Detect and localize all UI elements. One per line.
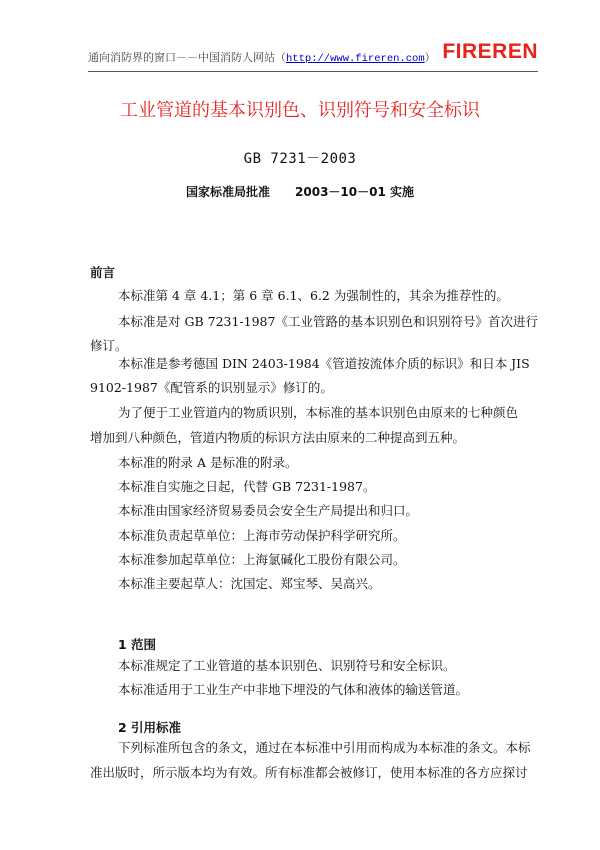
foreword-line: 本标准由国家经济贸易委员会安全生产局提出和归口。 (118, 503, 419, 518)
fireren-logo: FIREREN (442, 40, 538, 63)
header-divider (88, 71, 538, 72)
section1-heading: 1 范围 (118, 637, 157, 652)
foreword-line: 为了便于工业管道内的物质识别，本标准的基本识别色由原来的七种颜色 (118, 405, 519, 420)
header-site-label-end: ） (424, 51, 436, 64)
foreword-line: 本标准主要起草人：沈国定、郑宝琴、吴高兴。 (118, 576, 381, 591)
document-title: 工业管道的基本识别色、识别符号和安全标识 (120, 100, 480, 121)
foreword-line: 9102-1987《配管系的识别显示》修订的。 (90, 380, 333, 395)
header-site-label: 通向消防界的窗口－－中国消防人网站（ (88, 51, 286, 64)
header-site-text (88, 49, 436, 65)
section1-line: 本标准规定了工业管道的基本识别色、识别符号和安全标识。 (118, 658, 456, 673)
section1-line: 本标准适用于工业生产中非地下埋没的气体和液体的输送管道。 (118, 682, 469, 697)
foreword-line: 本标准自实施之日起，代替 GB 7231-1987。 (118, 479, 376, 494)
foreword-line: 修订。 (90, 338, 128, 353)
section2-line: 下列标准所包含的条文，通过在本标准中引用而构成为本标准的条文。本标 (118, 740, 531, 755)
site-url-link[interactable]: http://www.fireren.com (286, 53, 425, 65)
standard-number: GB 7231－2003 (243, 151, 357, 167)
foreword-line: 本标准参加起草单位：上海氯碱化工股份有限公司。 (118, 552, 406, 567)
section2-line: 准出版时，所示版本均为有效。所有标准都会被修订，使用本标准的各方应探讨 (90, 765, 528, 780)
approval-line: 国家标准局批准 2003－10－01 实施 (185, 185, 415, 199)
foreword-line: 本标准是对 GB 7231-1987《工业管路的基本识别色和识别符号》首次进行 (118, 314, 538, 329)
foreword-line: 本标准是参考德国 DIN 2403-1984《管道按流体介质的标识》和日本 JIS (118, 356, 530, 371)
foreword-heading: 前言 (90, 265, 116, 280)
page-header (88, 40, 538, 70)
foreword-line: 本标准第 4 章 4.1；第 6 章 6.1、6.2 为强制性的，其余为推荐性的。 (118, 288, 509, 303)
foreword-line: 增加到八种颜色，管道内物质的标识方法由原来的二种提高到五种。 (90, 430, 466, 445)
foreword-line: 本标准负责起草单位：上海市劳动保护科学研究所。 (118, 528, 406, 543)
foreword-line: 本标准的附录 A 是标准的附录。 (118, 455, 298, 470)
section2-heading: 2 引用标准 (118, 720, 182, 735)
